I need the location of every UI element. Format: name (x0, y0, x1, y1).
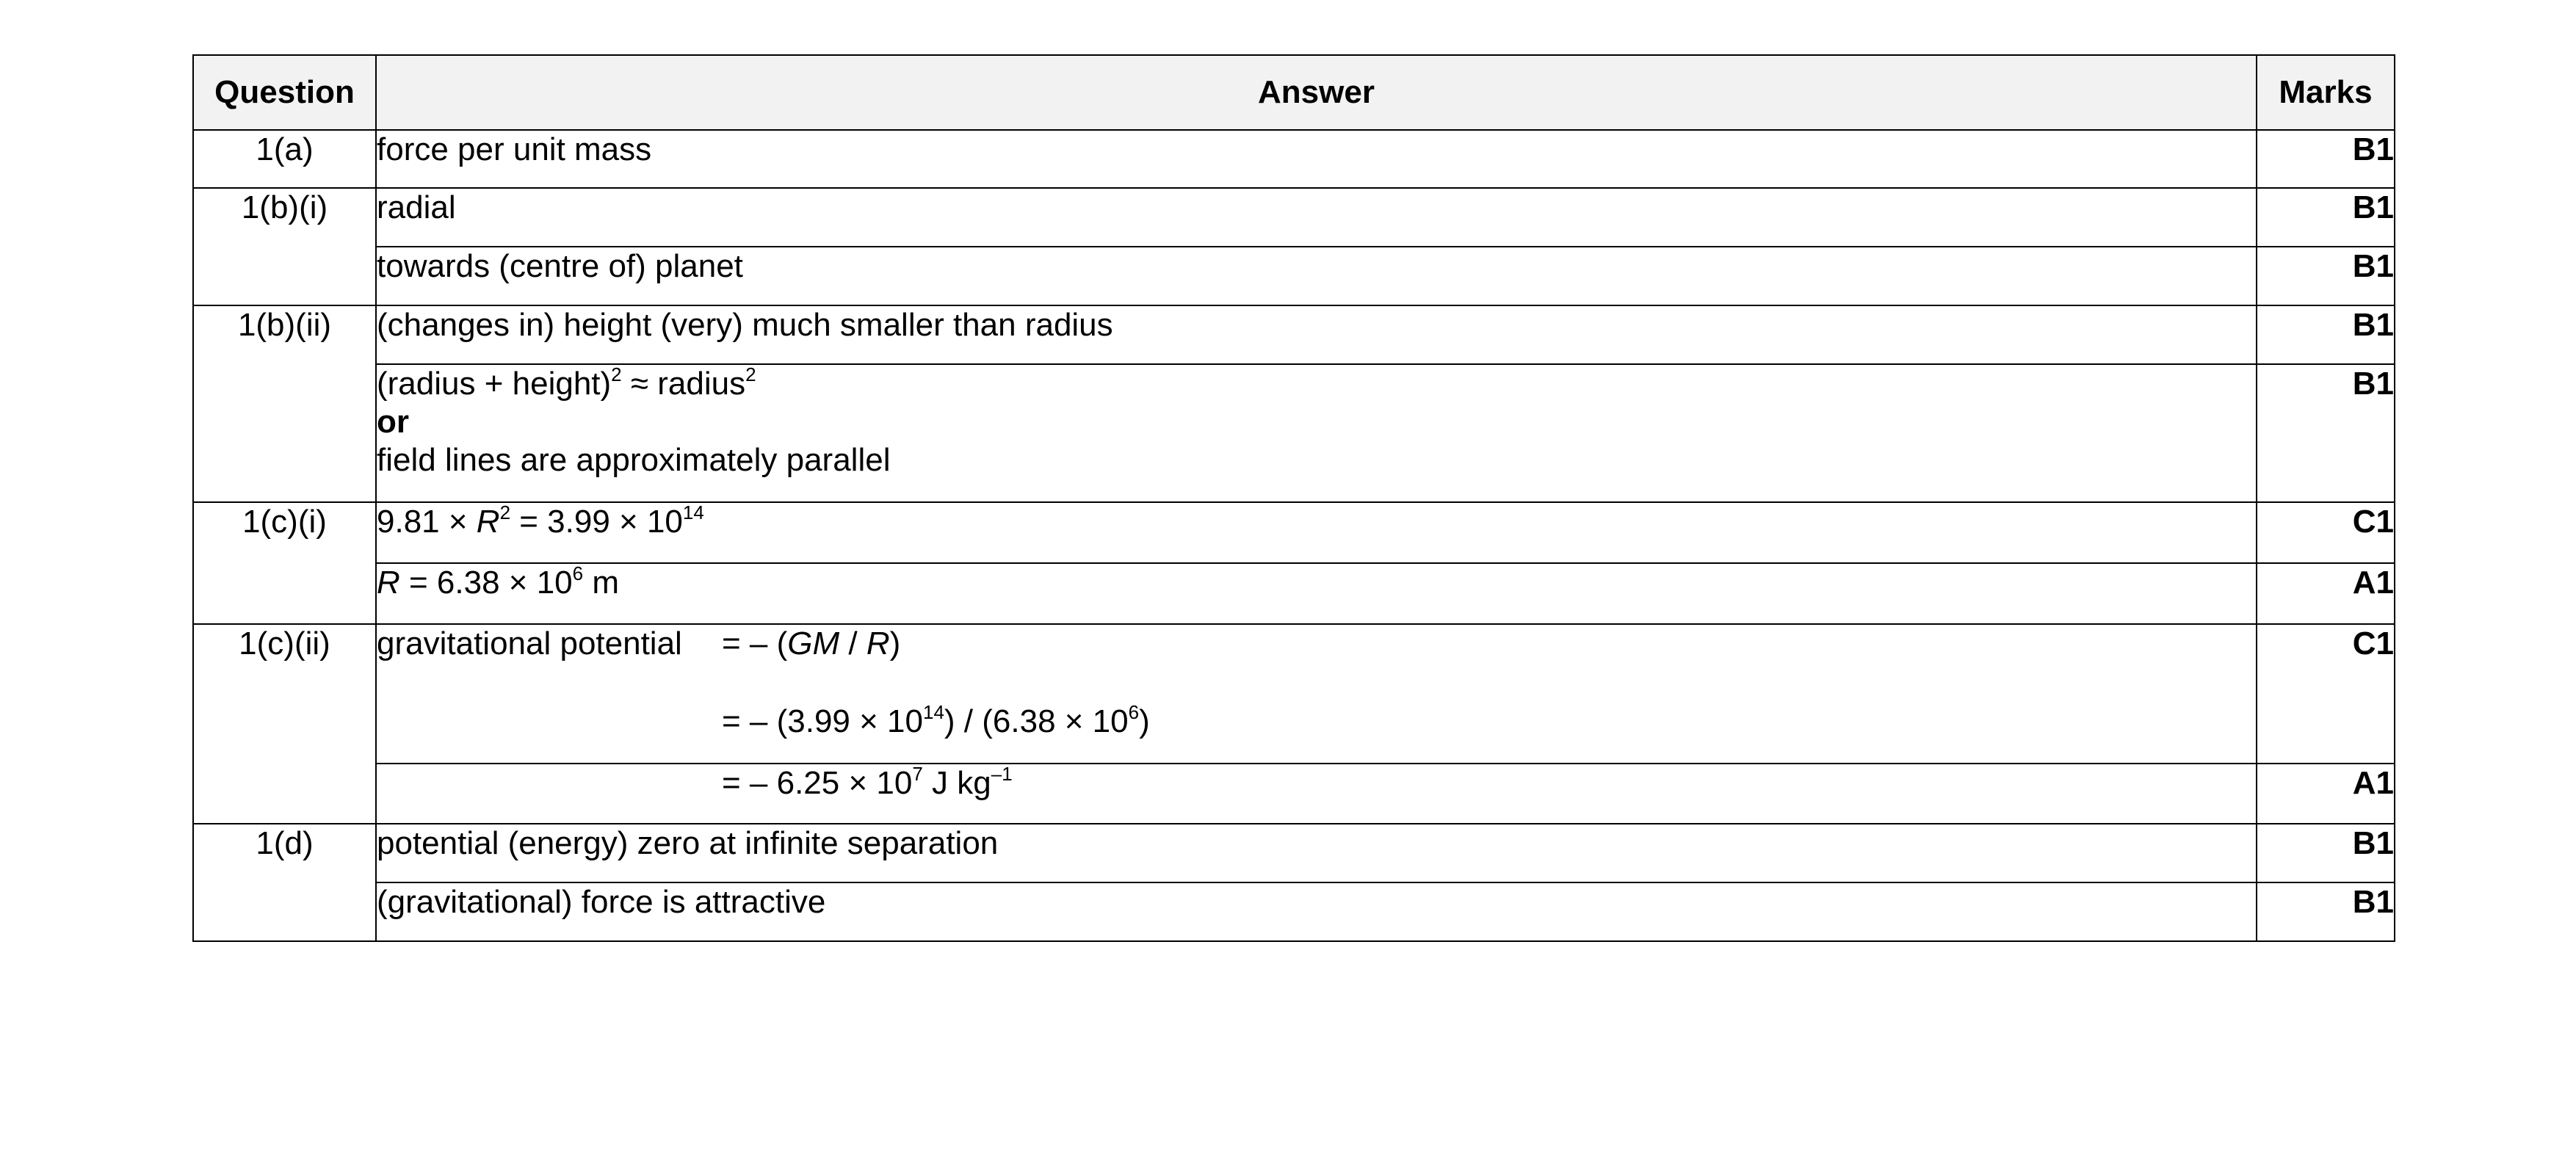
mark-cell: B1 (2257, 824, 2395, 882)
superscript: 6 (1128, 701, 1140, 724)
mark-cell: B1 (2257, 130, 2395, 188)
table-row (193, 130, 2395, 188)
table-row (193, 364, 2395, 502)
superscript: 6 (572, 562, 584, 585)
answer-text: = 3.99 × 10 (510, 504, 683, 540)
answer-cell: force per unit mass (376, 130, 2257, 188)
table-row (193, 247, 2395, 305)
mark-scheme-table (192, 54, 2395, 942)
answer-text: = – (3.99 × 10 (722, 703, 923, 739)
table-row (193, 502, 2395, 563)
radius-symbol: R (866, 626, 890, 661)
superscript: 2 (499, 501, 511, 524)
answer-cell (376, 563, 2257, 624)
answer-cell: radial (376, 188, 2257, 247)
table-row (193, 882, 2395, 941)
table-row (193, 188, 2395, 247)
radius-symbol: R (377, 565, 400, 601)
marks-header: Marks (2257, 55, 2395, 130)
answer-text: = 6.38 × 10 (399, 565, 573, 601)
answer-text: ) (889, 626, 901, 661)
mark-cell: A1 (2257, 764, 2395, 824)
answer-line (377, 625, 2256, 663)
question-cell: 1(b)(i) (193, 188, 376, 305)
mark-cell: A1 (2257, 563, 2395, 624)
question-cell: 1(b)(ii) (193, 305, 376, 502)
radius-symbol: R (476, 504, 500, 540)
answer-cell: potential (energy) zero at infinite separation (376, 824, 2257, 882)
question-header: Question (193, 55, 376, 130)
gm-symbol: GM (787, 626, 840, 661)
mark-cell: B1 (2257, 364, 2395, 502)
answer-text: ≈ radius (621, 366, 746, 402)
table-row (193, 824, 2395, 882)
or-separator: or (377, 404, 409, 440)
superscript: 2 (745, 363, 756, 386)
answer-cell (376, 502, 2257, 563)
answer-cell (376, 364, 2257, 502)
answer-cell: (changes in) height (very) much smaller than radius (376, 305, 2257, 364)
answer-text: gravitational potential (377, 626, 682, 661)
answer-text: / (839, 626, 866, 661)
answer-cell: (gravitational) force is attractive (376, 882, 2257, 941)
answer-header: Answer (376, 55, 2257, 130)
answer-text: ) (1139, 703, 1150, 739)
table-row (193, 764, 2395, 824)
table-row (193, 305, 2395, 364)
answer-text: ) / (6.38 × 10 (944, 703, 1129, 739)
superscript: 14 (682, 501, 704, 524)
answer-cell (376, 624, 2257, 764)
answer-line (377, 365, 2256, 403)
superscript: 2 (611, 363, 622, 386)
superscript: 14 (923, 701, 944, 724)
answer-text: (radius + height) (377, 366, 612, 402)
question-cell: 1(c)(i) (193, 502, 376, 624)
table-row (193, 563, 2395, 624)
mark-cell: B1 (2257, 188, 2395, 247)
header-row (193, 55, 2395, 130)
mark-cell: B1 (2257, 247, 2395, 305)
question-cell: 1(d) (193, 824, 376, 941)
answer-text: m (583, 565, 620, 601)
answer-line (377, 703, 2256, 741)
question-cell: 1(c)(ii) (193, 624, 376, 824)
mark-cell: C1 (2257, 624, 2395, 764)
answer-cell: towards (centre of) planet (376, 247, 2257, 305)
mark-cell: B1 (2257, 882, 2395, 941)
answer-text: = – 6.25 × 10 (722, 765, 913, 801)
superscript: –1 (991, 763, 1013, 786)
answer-line: field lines are approximately parallel (377, 442, 891, 478)
answer-cell (376, 764, 2257, 824)
mark-cell: B1 (2257, 305, 2395, 364)
answer-text: J kg (922, 765, 991, 801)
answer-text: 9.81 × (377, 504, 477, 540)
mark-cell: C1 (2257, 502, 2395, 563)
question-cell: 1(a) (193, 130, 376, 188)
answer-text: = – ( (722, 626, 788, 661)
superscript: 7 (912, 763, 923, 786)
table-row (193, 624, 2395, 764)
